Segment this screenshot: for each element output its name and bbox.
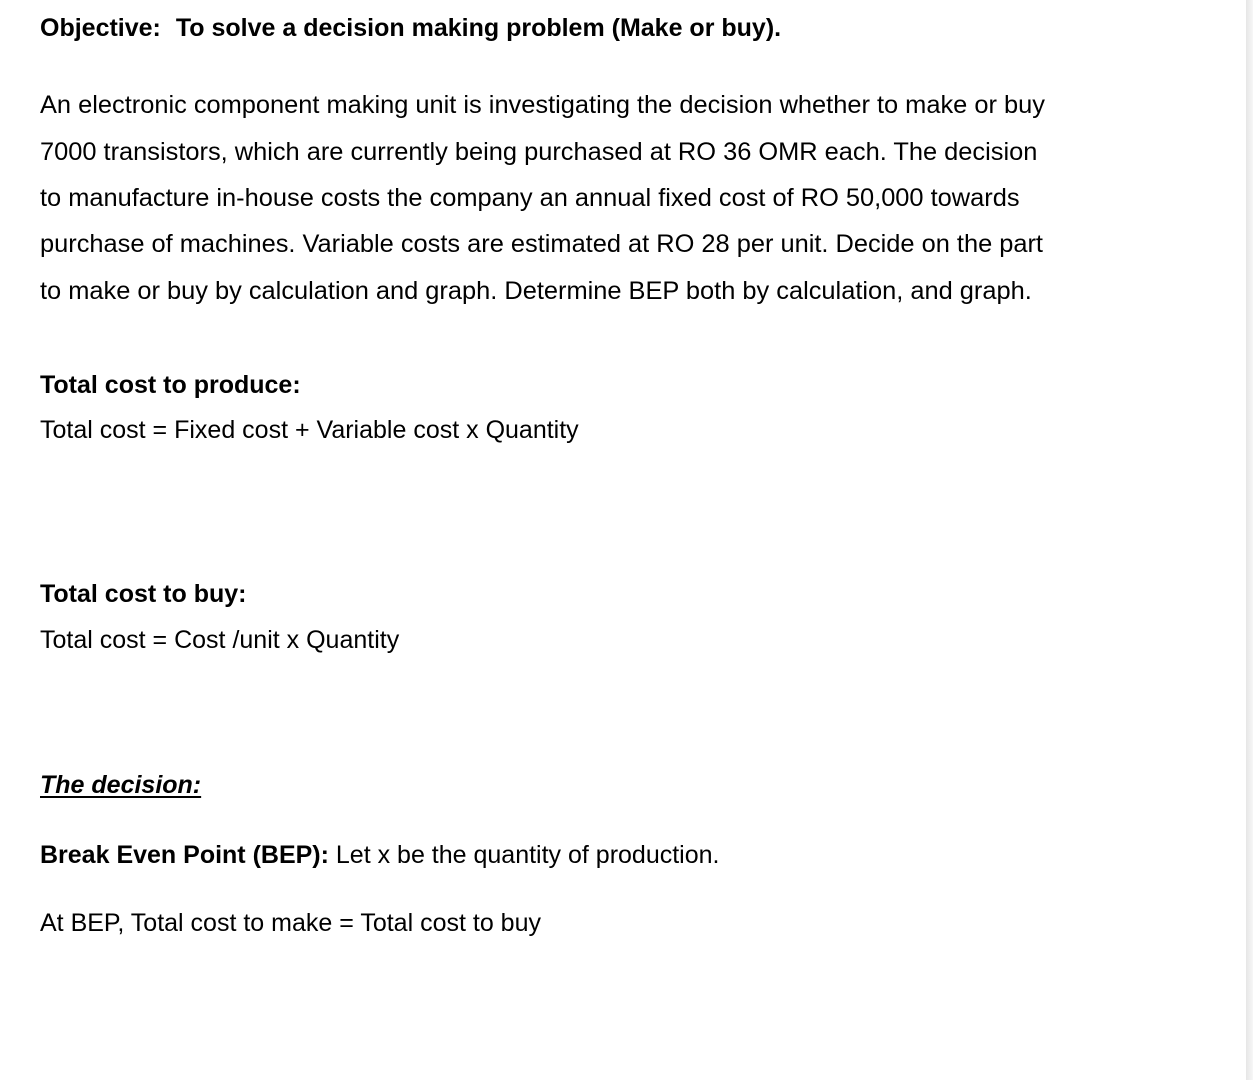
bep-text: Let x be the quantity of production. <box>328 841 720 869</box>
problem-line-5: to make or buy by calculation and graph. Determine BEP both by calculation, and graph. <box>40 277 1032 305</box>
produce-heading: Total cost to produce: <box>40 371 301 399</box>
problem-line-4: purchase of machines. Variable costs are estimated at RO 28 per unit. Decide on the part <box>40 230 1043 258</box>
bep-line <box>40 840 720 870</box>
problem-line-2: 7000 transistors, which are currently being purchased at RO 36 OMR each. The decision <box>40 138 1038 166</box>
page-edge-shadow <box>1246 0 1253 1080</box>
problem-line-1: An electronic component making unit is investigating the decision whether to make or buy <box>40 91 1045 119</box>
decision-heading: The decision: <box>40 771 202 799</box>
objective-text: To solve a decision making problem (Make or buy). <box>175 14 782 42</box>
buy-formula: Total cost = Cost /unit x Quantity <box>40 626 400 654</box>
bep-condition: At BEP, Total cost to make = Total cost to buy <box>40 909 541 937</box>
produce-formula: Total cost = Fixed cost + Variable cost x Quantity <box>40 416 579 444</box>
buy-heading: Total cost to buy: <box>40 580 247 608</box>
problem-line-3: to manufacture in-house costs the company an annual fixed cost of RO 50,000 towards <box>40 184 1020 212</box>
bep-label: Break Even Point (BEP): <box>40 841 329 869</box>
objective-label: Objective: <box>40 14 161 42</box>
objective-line <box>40 13 781 43</box>
